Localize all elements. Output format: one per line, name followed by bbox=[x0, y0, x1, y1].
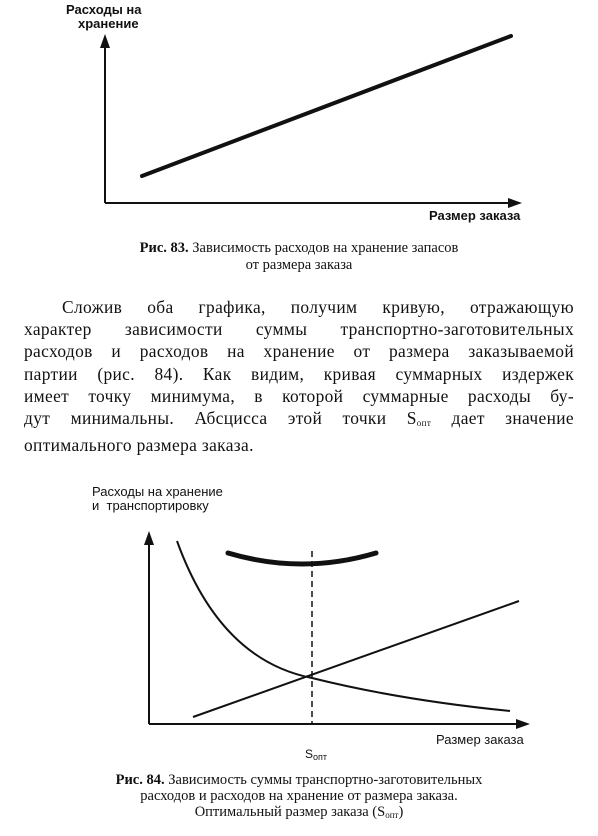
body-line-6 bbox=[24, 407, 574, 434]
figure-83-plot bbox=[0, 0, 598, 240]
x-axis-label: Размер заказа bbox=[436, 732, 524, 747]
figure-84-caption-line-2: расходов и расходов на хранение от размера заказа. bbox=[140, 788, 458, 804]
storage-cost-line bbox=[142, 36, 511, 176]
body-line-6-end: дает значение bbox=[431, 408, 574, 429]
transport-cost-curve bbox=[177, 541, 510, 711]
x-axis-arrow bbox=[516, 719, 530, 729]
figure-84 bbox=[0, 475, 598, 775]
figure-84-caption-line-1 bbox=[0, 772, 598, 788]
body-line-6-start: дут минимальны. Абсцисса этой точки S bbox=[24, 408, 417, 429]
y-axis-label bbox=[92, 485, 223, 513]
figure-84-caption-close: ) bbox=[398, 804, 404, 820]
s-opt-subscript: опт bbox=[416, 418, 432, 429]
figure-84-caption-subscript: опт bbox=[385, 810, 399, 820]
s-opt-tick-label bbox=[305, 747, 327, 764]
x-axis-label: Размер заказа bbox=[429, 208, 521, 223]
body-line-4: партии (рис. 84). Как видим, кривая суммарных издержек bbox=[24, 363, 574, 384]
figure-83 bbox=[0, 0, 598, 240]
figure-83-caption-line-2: от размера заказа bbox=[245, 257, 353, 273]
body-line-2: характер зависимости суммы транспортно-заготовительных bbox=[24, 319, 574, 340]
figure-84-plot bbox=[0, 475, 598, 775]
s-opt-tick-main: S bbox=[305, 747, 314, 761]
figure-84-caption-line-3 bbox=[0, 804, 598, 823]
y-axis-label-line-1: Расходы на хранение bbox=[92, 484, 223, 499]
body-line-3: расходов и расходов на хранение от размера заказываемой bbox=[24, 341, 574, 362]
y-axis-arrow bbox=[100, 34, 110, 48]
figure-84-caption-text-1: Зависимость суммы транспортно-заготовительных bbox=[168, 772, 483, 788]
storage-cost-line bbox=[193, 601, 519, 717]
figure-84-caption bbox=[0, 772, 598, 823]
y-axis-label-line-1: Расходы на bbox=[66, 2, 142, 17]
body-paragraph bbox=[24, 296, 574, 456]
y-axis-label-line-2: и транспортировку bbox=[92, 498, 209, 513]
y-axis-label bbox=[66, 3, 142, 31]
y-axis-arrow bbox=[144, 531, 154, 545]
figure-84-number: Рис. 84. bbox=[115, 772, 165, 788]
body-line-5: имеет точку минимума, в которой суммарные расходы бу- bbox=[24, 385, 574, 406]
body-line-1: Сложив оба графика, получим кривую, отражающую bbox=[62, 297, 574, 317]
figure-83-number: Рис. 83. bbox=[139, 240, 189, 256]
y-axis-label-line-2: хранение bbox=[78, 16, 139, 31]
s-opt-tick-sub: опт bbox=[313, 752, 328, 762]
figure-83-caption-text-1: Зависимость расходов на хранение запасов bbox=[192, 240, 459, 256]
body-line-7: оптимального размера заказа. bbox=[24, 435, 254, 456]
x-axis-arrow bbox=[508, 198, 522, 208]
figure-83-caption bbox=[0, 240, 598, 274]
figure-83-caption-line-1 bbox=[0, 240, 598, 257]
total-cost-curve bbox=[228, 553, 376, 564]
figure-84-caption-text-3: Оптимальный размер заказа (S bbox=[194, 804, 386, 820]
